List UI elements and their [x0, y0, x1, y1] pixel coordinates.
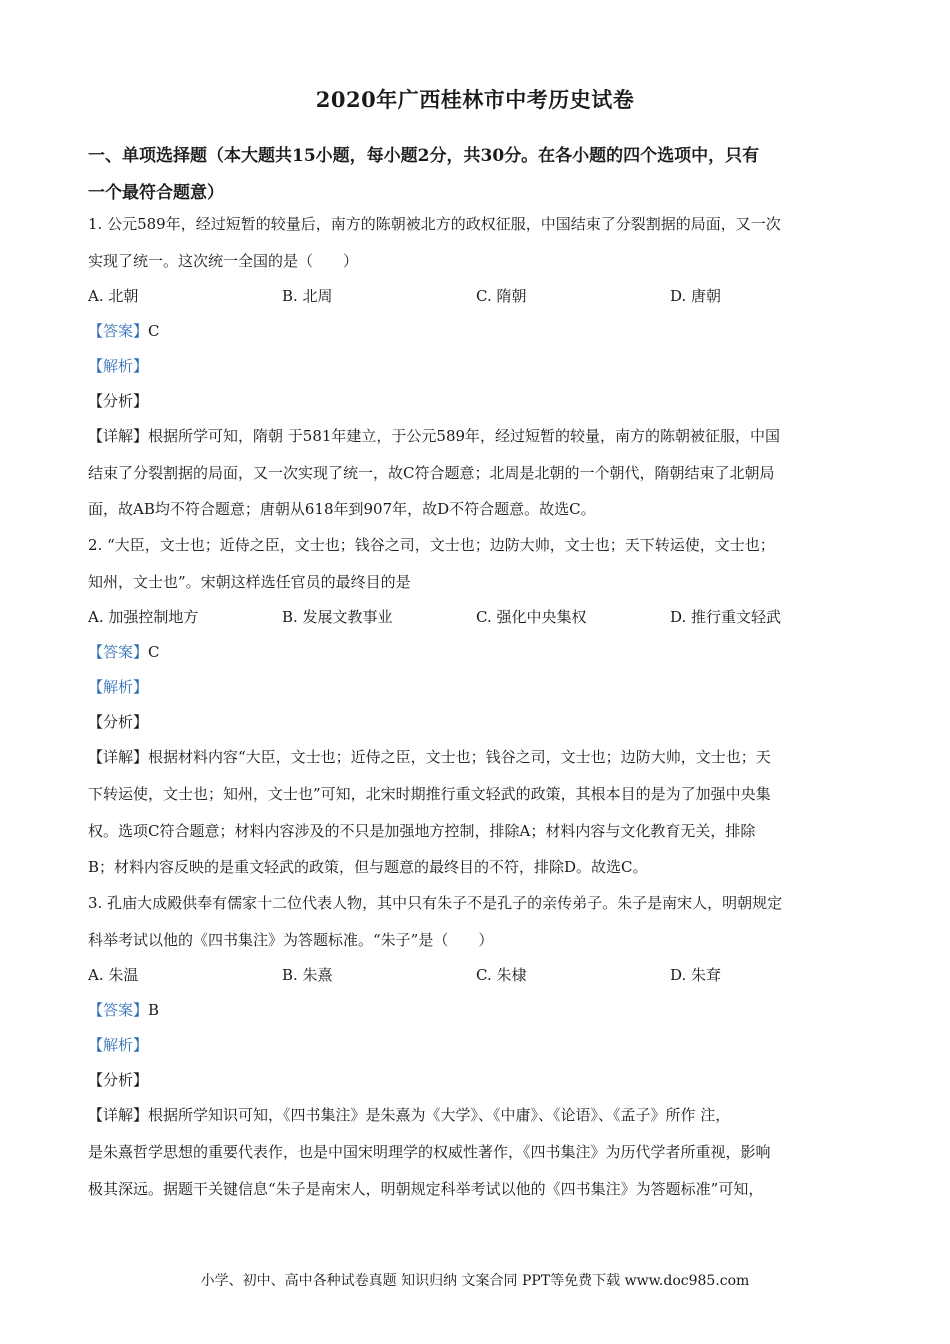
q1-answer [88, 321, 868, 341]
q1-option-b: B. 北周 [282, 287, 333, 305]
q1-jiexi-label: 【解析】 [88, 357, 149, 375]
q3-option-a: A. 朱温 [88, 966, 139, 984]
q3-jiexi-label: 【解析】 [88, 1036, 149, 1054]
q3-stem-line2: 科举考试以他的《四书集注》为答题标准。“朱子”是（ ） [88, 931, 494, 949]
q3-option-b: B. 朱熹 [282, 966, 333, 984]
q2-fenxi-label: 【分析】 [88, 713, 149, 731]
q1-detail-text1: 根据所学可知，隋朝 于581年建立，于公元589年，经过短暂的较量，南方的陈朝被征服，中国 [148, 427, 781, 445]
q2-detail-line2: 下转运使，文士也；知州，文士也”可知，北宋时期推行重文轻武的政策，其根本目的是为了加强中央集 [88, 785, 771, 803]
q2-answer [88, 642, 868, 662]
answer-label: 【答案】 [88, 322, 149, 340]
q3-fenxi-label: 【分析】 [88, 1071, 149, 1089]
q1-fenxi-label: 【分析】 [88, 392, 149, 410]
q2-option-a: A. 加强控制地方 [88, 608, 199, 626]
q2-answer-value: C [148, 643, 160, 661]
q2-detail-line1 [88, 747, 868, 767]
q1-answer-value: C [148, 322, 160, 340]
section-heading-line2: 一个最符合题意） [88, 183, 224, 203]
q3-detail-line3: 极其深远。据题干关键信息“朱子是南宋人，明朝规定科举考试以他的《四书集注》为答题标准”可知， [88, 1180, 764, 1198]
q3-detail-text1: 根据所学知识可知，《四书集注》是朱熹为《大学》、《中庸》、《论语》、《孟子》所作 注， [148, 1106, 731, 1124]
q2-detail-text1: 根据材料内容“大臣，文士也；近侍之臣，文士也；钱谷之司，文士也；边防大帅，文士也；天 [148, 748, 771, 766]
answer-label: 【答案】 [88, 1001, 149, 1019]
q3-stem-line1: 3. 孔庙大成殿供奉有儒家十二位代表人物，其中只有朱子不是孔子的亲传弟子。朱子是南宋人，明朝规定 [88, 894, 783, 912]
q2-jiexi-label: 【解析】 [88, 678, 149, 696]
q2-detail-line4: B；材料内容反映的是重文轻武的政策，但与题意的最终目的不符，排除D。故选C。 [88, 858, 648, 876]
q3-option-c: C. 朱棣 [476, 966, 527, 984]
q1-option-c: C. 隋朝 [476, 287, 527, 305]
page-footer: 小学、初中、高中各种试卷真题 知识归纳 文案合同 PPT等免费下载 www.doc985.com [200, 1273, 750, 1289]
xiangjie-label: 【详解】 [88, 1106, 149, 1124]
q2-option-b: B. 发展文教事业 [282, 608, 393, 626]
q1-detail-line2: 结束了分裂割据的局面，又一次实现了统一，故C符合题意；北周是北朝的一个朝代，隋朝结束了北朝局 [88, 464, 775, 482]
q2-stem-line1: 2. “大臣，文士也；近侍之臣，文士也；钱谷之司，文士也；边防大帅，文士也；天下转运使，文士也； [88, 536, 775, 554]
section-heading-line1: 一、单项选择题（本大题共15小题，每小题2分，共30分。在各小题的四个选项中，只有 [88, 146, 760, 166]
page-title: 2020年广西桂林市中考历史试卷 [315, 87, 635, 112]
q3-answer [88, 1000, 868, 1020]
answer-label: 【答案】 [88, 643, 149, 661]
q1-option-a: A. 北朝 [88, 287, 139, 305]
q2-option-c: C. 强化中央集权 [476, 608, 587, 626]
q1-detail-line3: 面，故AB均不符合题意；唐朝从618年到907年，故D不符合题意。故选C。 [88, 500, 596, 518]
q3-option-d: D. 朱耷 [670, 966, 722, 984]
q3-detail-line2: 是朱熹哲学思想的重要代表作，也是中国宋明理学的权威性著作，《四书集注》为历代学者所重视，影响 [88, 1143, 771, 1161]
xiangjie-label: 【详解】 [88, 748, 149, 766]
q1-detail-line1 [88, 426, 868, 446]
q3-answer-value: B [148, 1001, 160, 1019]
q2-stem-line2: 知州，文士也”。宋朝这样选任官员的最终目的是 [88, 573, 411, 591]
q1-option-d: D. 唐朝 [670, 287, 722, 305]
xiangjie-label: 【详解】 [88, 427, 149, 445]
q2-option-d: D. 推行重文轻武 [670, 608, 782, 626]
q2-detail-line3: 权。选项C符合题意；材料内容涉及的不只是加强地方控制，排除A；材料内容与文化教育无关，排除 [88, 822, 756, 840]
q1-stem-line2: 实现了统一。这次统一全国的是（ ） [88, 252, 359, 270]
q1-stem-line1: 1. 公元589年，经过短暂的较量后，南方的陈朝被北方的政权征服，中国结束了分裂割据的局面，又一次 [88, 215, 781, 233]
q3-detail-line1 [88, 1105, 868, 1125]
